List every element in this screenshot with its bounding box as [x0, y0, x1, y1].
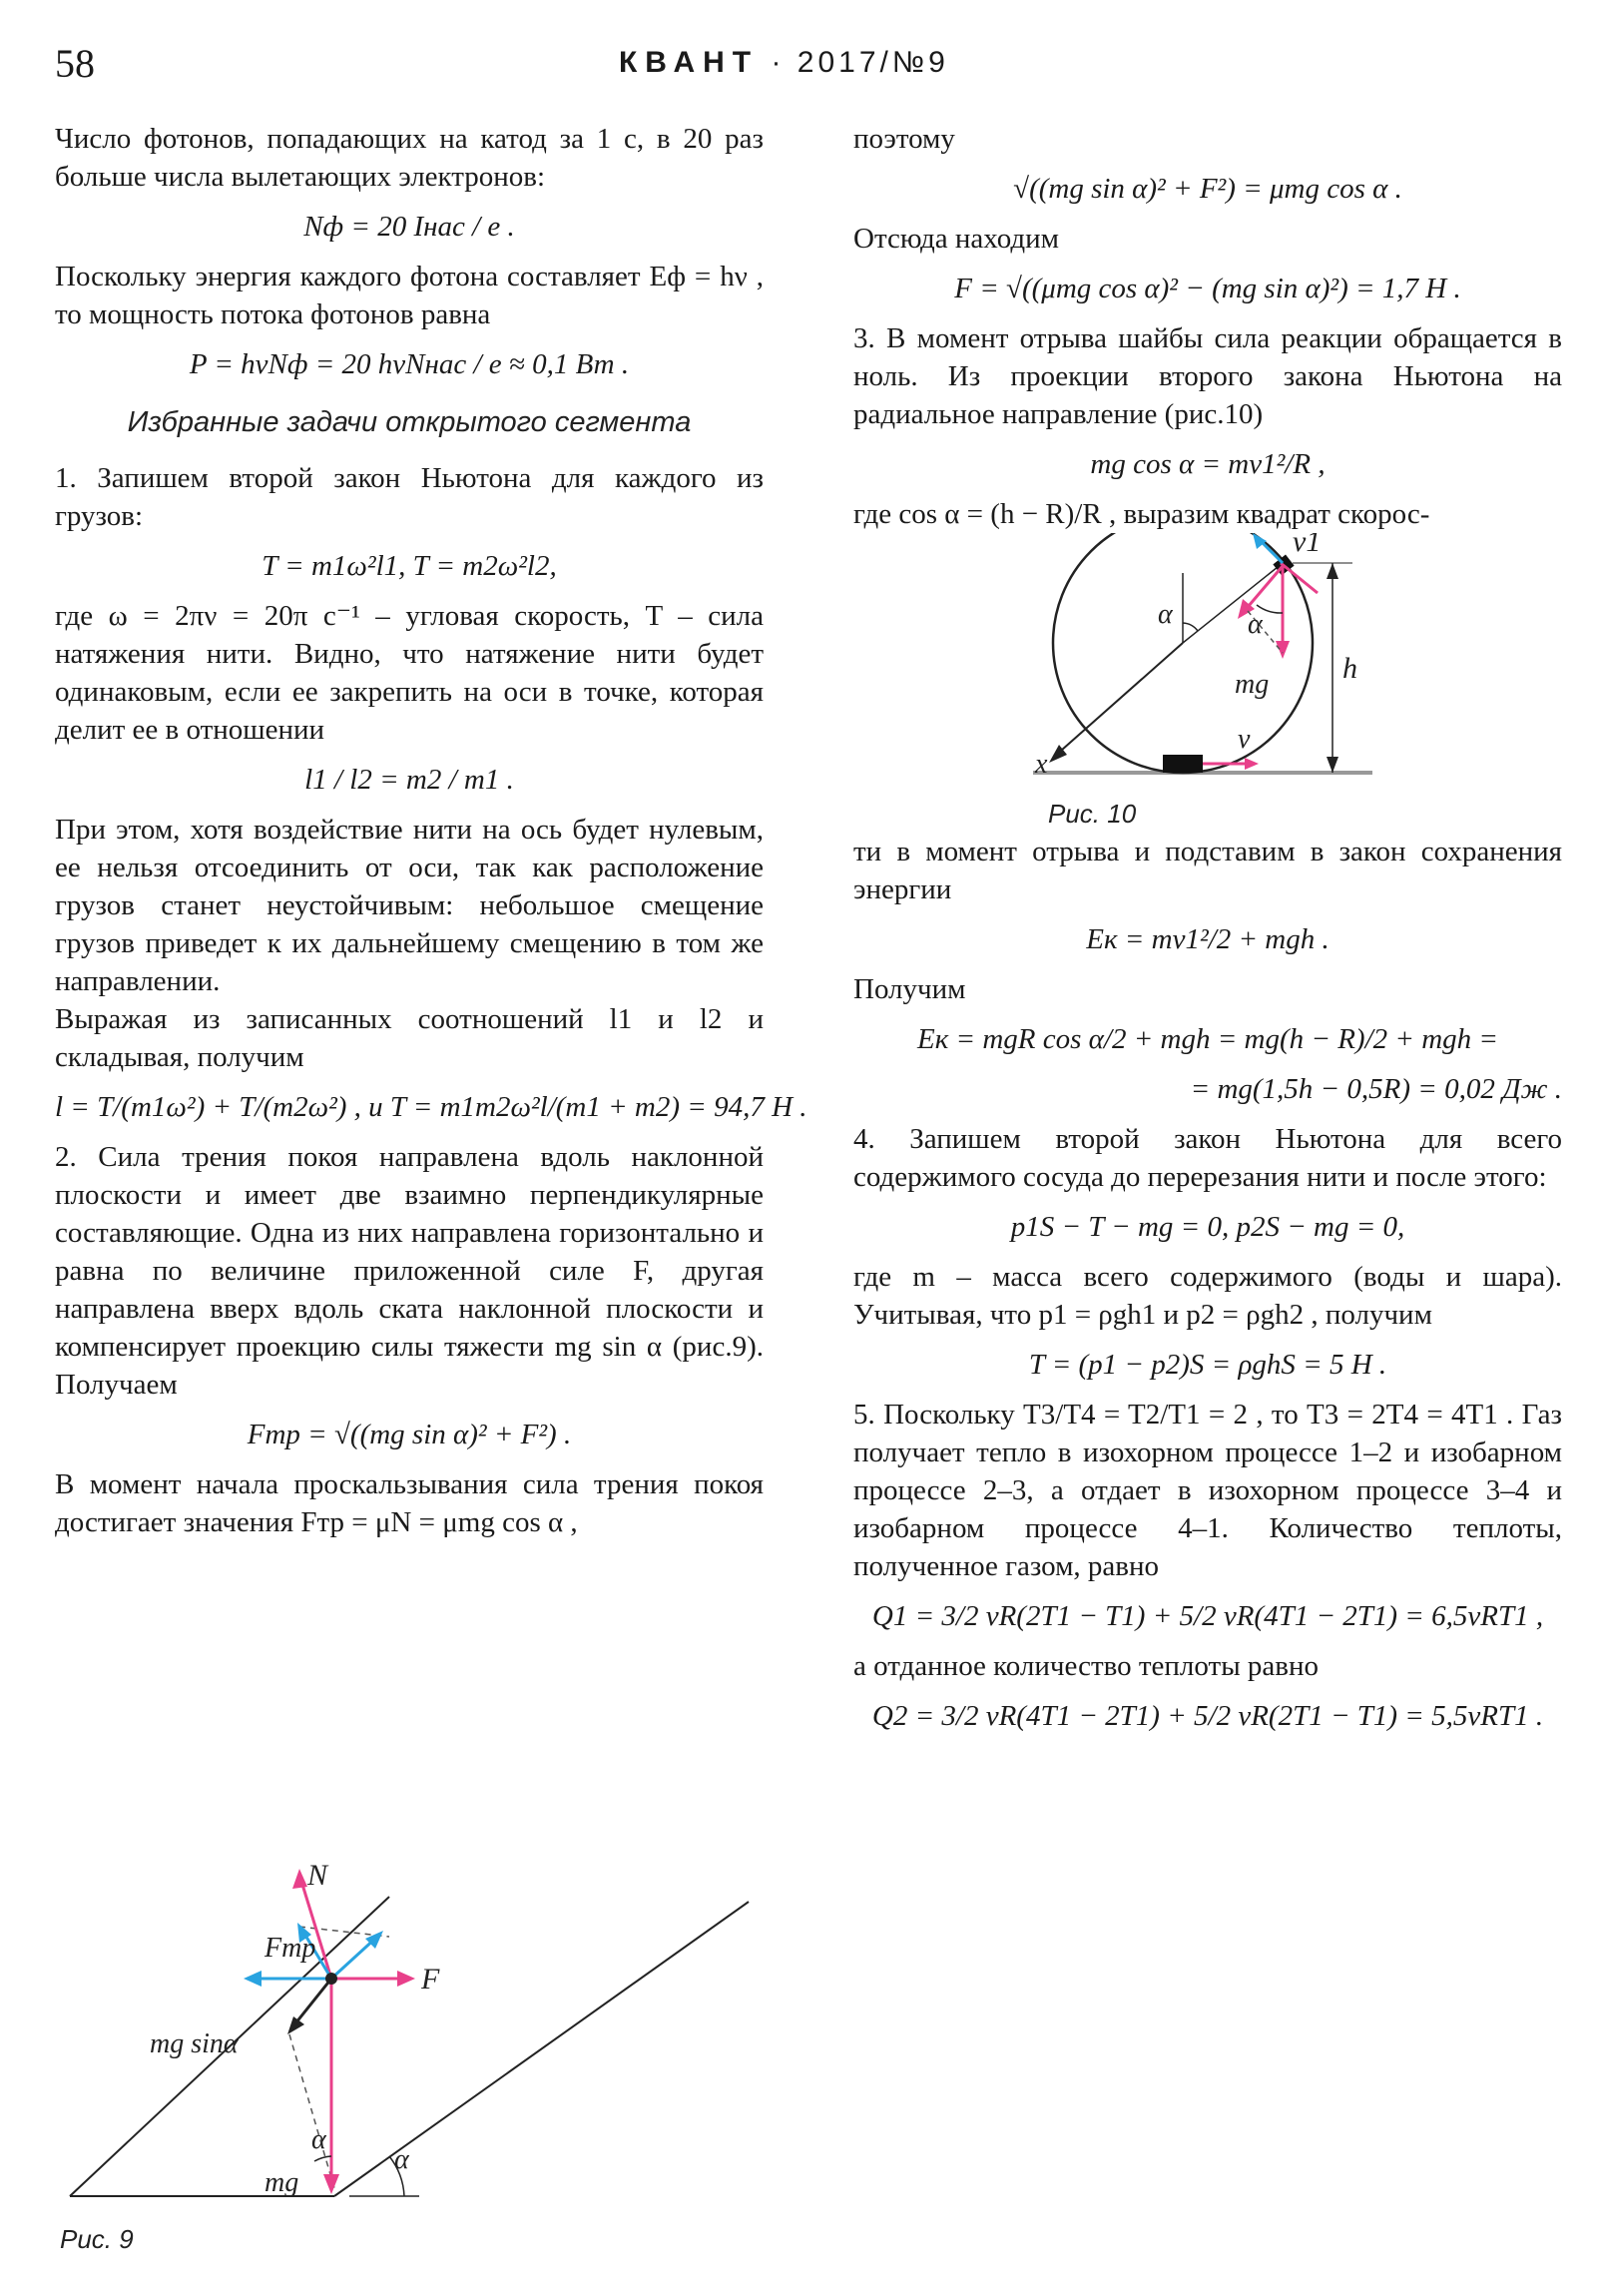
equation: p1S − T − mg = 0, p2S − mg = 0, [1010, 1211, 1405, 1243]
paragraph: где cos α = (h − R)/R , выразим квадрат скорос- [853, 498, 1430, 530]
label-v: v [1238, 724, 1251, 755]
label-h: h [1342, 652, 1357, 685]
right-column [853, 120, 1562, 1747]
paragraph: 1. Запишем второй закон Ньютона для каждого из грузов: [55, 462, 764, 532]
equation: Q1 = 3/2 νR(2T1 − T1) + 5/2 νR(4T1 − 2T1) = 6,5νRT1 , [871, 1600, 1544, 1632]
label-Ftr: Fтр [265, 1933, 316, 1964]
journal-name: КВАНТ [619, 46, 760, 79]
journal-issue: · 2017/№9 [771, 46, 949, 79]
page-number: 58 [55, 41, 95, 86]
label-x: x [1035, 749, 1048, 780]
equation: = mg(1,5h − 0,5R) = 0,02 Дж . [1190, 1073, 1562, 1105]
label-alpha-1: α [311, 2124, 326, 2155]
paragraph: Поскольку энергия каждого фотона составляет Eф = hν , то мощность потока фотонов равна [55, 261, 764, 330]
paragraph: 4. Запишем второй закон Ньютона для всего содержимого сосуда до перерезания нити и после этого: [853, 1123, 1562, 1193]
section-heading: Избранные задачи открытого сегмента [127, 406, 692, 438]
equation: T = m1ω²l1, T = m2ω²l2, [262, 550, 557, 582]
paragraph: где ω = 2πν = 20π с⁻¹ – угловая скорость, T – сила натяжения нити. Видно, что натяжение нити будет одинаковым, если ее закрепить на оси в точке, которая делит ее в отношении [55, 600, 764, 746]
equation: √((mg sin α)² + F²) = μmg cos α . [1013, 173, 1402, 205]
equation: F = √((μmg cos α)² − (mg sin α)²) = 1,7 Н . [954, 273, 1461, 304]
paragraph: поэтому [853, 123, 955, 155]
paragraph: 2. Сила трения покоя направлена вдоль наклонной плоскости и имеет две взаимно перпендикулярные составляющие. Одна из них направлена горизонтально и равна по величине приложенной силе F, другая направлена вверх вдоль ската наклонной плоскости и компенсирует проекцию силы тяжести mg sin α (рис.9). Получаем [55, 1141, 764, 1401]
paragraph: 3. В момент отрыва шайбы сила реакции обращается в ноль. Из проекции второго закона Ньютона на радиальное направление (рис.10) [853, 322, 1562, 430]
equation: Fтр = √((mg sin α)² + F²) . [247, 1419, 572, 1450]
paragraph: Получим [853, 973, 966, 1005]
label-mgsin: mg sinα [150, 2028, 239, 2059]
loop-circle [1053, 533, 1313, 773]
left-column [55, 120, 807, 1541]
label-mg: mg [265, 2167, 299, 2198]
figure-9 [60, 1857, 759, 2256]
paragraph: ти в момент отрыва и подставим в закон сохранения энергии [853, 836, 1562, 905]
figure-10 [853, 533, 1562, 833]
figure-caption: Рис. 10 [1048, 799, 1137, 829]
equation: P = hνNф = 20 hνNнас / e ≈ 0,1 Вт . [189, 348, 630, 380]
equation: Q2 = 3/2 νR(4T1 − 2T1) + 5/2 νR(2T1 − T1) = 5,5νRT1 . [871, 1700, 1544, 1732]
equation: T = (p1 − p2)S = ρghS = 5 Н . [1028, 1349, 1387, 1381]
equation: Eк = mv1²/2 + mgh . [1086, 923, 1330, 955]
paragraph: В момент начала проскальзывания сила трения покоя достигает значения Fтр = μN = μmg cos α , [55, 1468, 764, 1538]
equation: mg cos α = mv1²/R , [1090, 448, 1326, 480]
label-mg: mg [1235, 669, 1270, 700]
paragraph: Выражая из записанных соотношений l1 и l2 и складывая, получим [55, 1003, 764, 1073]
paragraph: При этом, хотя воздействие нити на ось будет нулевым, ее нельзя отсоединить от оси, так как расположение грузов станет неустойчивым: небольшое смещение грузов приведет к их дальнейшему смещению в том же направлении. [55, 814, 764, 997]
equation: Nф = 20 Iнас / e . [303, 211, 515, 243]
label-v1: v1 [1293, 533, 1322, 558]
label-alpha-1: α [1158, 599, 1173, 630]
label-F: F [421, 1963, 440, 1996]
journal-header [619, 46, 949, 80]
figure-caption: Рис. 9 [60, 2224, 134, 2254]
paragraph: Число фотонов, попадающих на катод за 1 с, в 20 раз больше числа вылетающих электронов: [55, 123, 764, 193]
label-N: N [307, 1859, 328, 1892]
equation: l1 / l2 = m2 / m1 . [304, 764, 514, 796]
equation: l = T/(m1ω²) + T/(m2ω²) , и T = m1m2ω²l/(m1 + m2) = 94,7 Н . [55, 1091, 807, 1123]
label-alpha-2: α [1248, 609, 1263, 640]
paragraph: 5. Поскольку T3/T4 = T2/T1 = 2 , то T3 = 2T4 = 4T1 . Газ получает тепло в изохорном процессе 1–2 и изобарном процессе 2–3, а отдает в изохорном процессе 3–4 и изобарном процессе 4–1. Количество теплоты, полученное газом, равно [853, 1399, 1562, 1582]
paragraph: а отданное количество теплоты равно [853, 1650, 1320, 1682]
equation: Eк = mgR cos α/2 + mgh = mg(h − R)/2 + mgh = [917, 1023, 1498, 1055]
paragraph: где m – масса всего содержимого (воды и шара). Учитывая, что p1 = ρgh1 и p2 = ρgh2 , получим [853, 1261, 1562, 1331]
paragraph: Отсюда находим [853, 223, 1059, 255]
label-alpha-2: α [394, 2144, 409, 2175]
